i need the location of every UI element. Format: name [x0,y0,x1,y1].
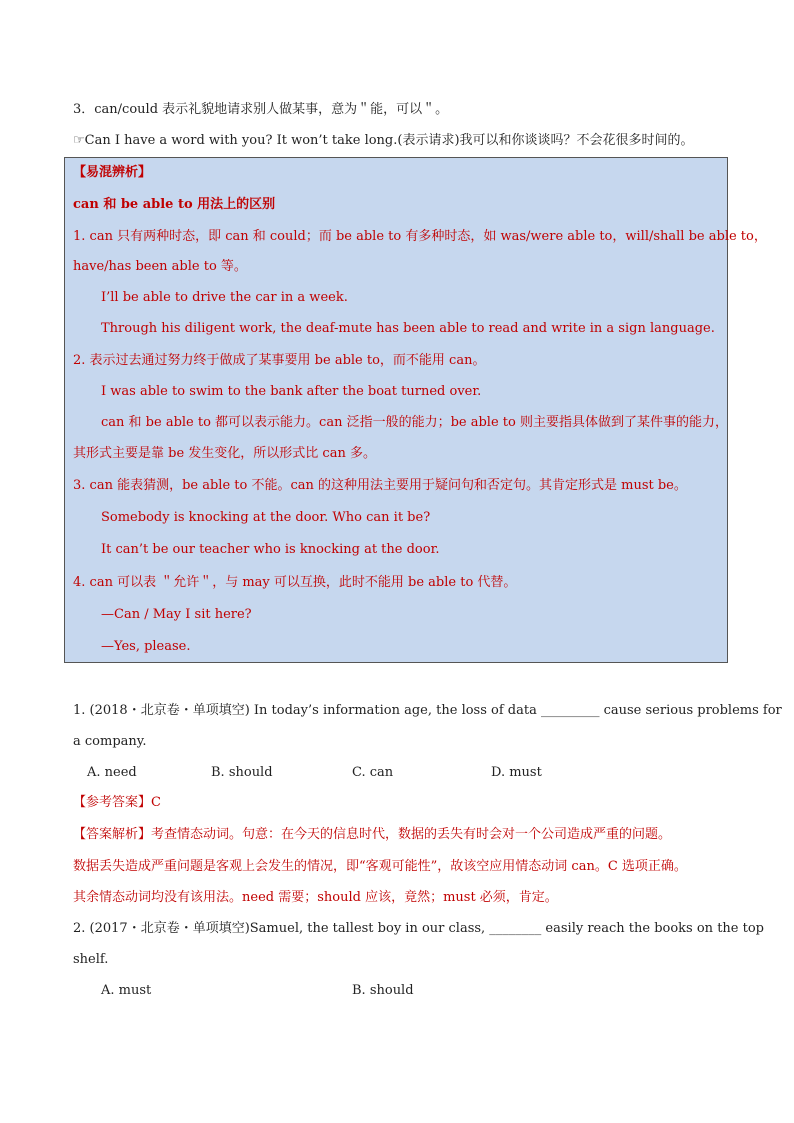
question-2-stem: 2. (2017・北京卷・单项填空)Samuel, the tallest boy in our class, ________ easily reach the books on the top [73,921,764,936]
box-example: It can’t be our teacher who is knocking at the door. [101,542,440,557]
box-example: Through his diligent work, the deaf-mute has been able to read and write in a sign language. [101,321,715,336]
box-line: can 和 be able to 都可以表示能力。can 泛指一般的能力；be able to 则主要指具体做到了某件事的能力， [101,415,728,430]
question-1-analysis: 数据丢失造成严重问题是客观上会发生的情况，即“客观可能性”，故该空应用情态动词 can。C 选项正确。 [73,859,687,874]
question-2-option-a: A. must [101,983,152,998]
question-1-analysis: 其余情态动词均没有该用法。need 需要；should 应该，竟然；must 必须，肯定。 [73,890,558,905]
box-example: —Can / May I sit here? [101,607,252,622]
example-sentence: ☞Can I have a word with you? It won’t take long.(表示请求)我可以和你谈谈吗？不会花很多时间的。 [73,133,694,148]
box-example: I was able to swim to the bank after the boat turned over. [101,384,482,399]
box-example: Somebody is knocking at the door. Who can it be? [101,510,431,525]
box-example: —Yes, please. [101,639,191,654]
grammar-point-3: 3．can/could 表示礼貌地请求别人做某事，意为＂能，可以＂。 [73,102,449,117]
question-2-option-b: B. should [352,983,414,998]
question-1-option-b: B. should [211,765,273,780]
box-line: 4. can 可以表 ＂允许＂，与 may 可以互换，此时不能用 be able to 代替。 [73,575,517,590]
box-subheading: can 和 be able to 用法上的区别 [73,197,276,212]
box-line: 1. can 只有两种时态，即 can 和 could；而 be able to 有多种时态，如 was/were able to，will/shall be able to， [73,229,767,244]
question-1-stem: a company. [73,734,147,749]
question-1-option-c: C. can [352,765,394,780]
question-1-stem: 1. (2018・北京卷・单项填空) In today’s information age, the loss of data _________ cause serious problems for [73,703,782,718]
box-example: I’ll be able to drive the car in a week. [101,290,348,305]
box-line: 其形式主要是靠 be 发生变化，所以形式比 can 多。 [73,446,376,461]
box-line: 3. can 能表猜测，be able to 不能。can 的这种用法主要用于疑问句和否定句。其肯定形式是 must be。 [73,478,687,493]
box-heading: 【易混辨析】 [73,165,152,180]
question-2-stem: shelf. [73,952,109,967]
question-1-answer: 【参考答案】C [73,795,161,810]
question-1-analysis: 【答案解析】考查情态动词。句意：在今天的信息时代，数据的丢失有时会对一个公司造成严重的问题。 [73,827,672,842]
box-line: have/has been able to 等。 [73,259,247,274]
box-line: 2. 表示过去通过努力终于做成了某事要用 be able to，而不能用 can。 [73,353,486,368]
question-1-option-a: A. need [87,765,137,780]
question-1-option-d: D. must [491,765,542,780]
